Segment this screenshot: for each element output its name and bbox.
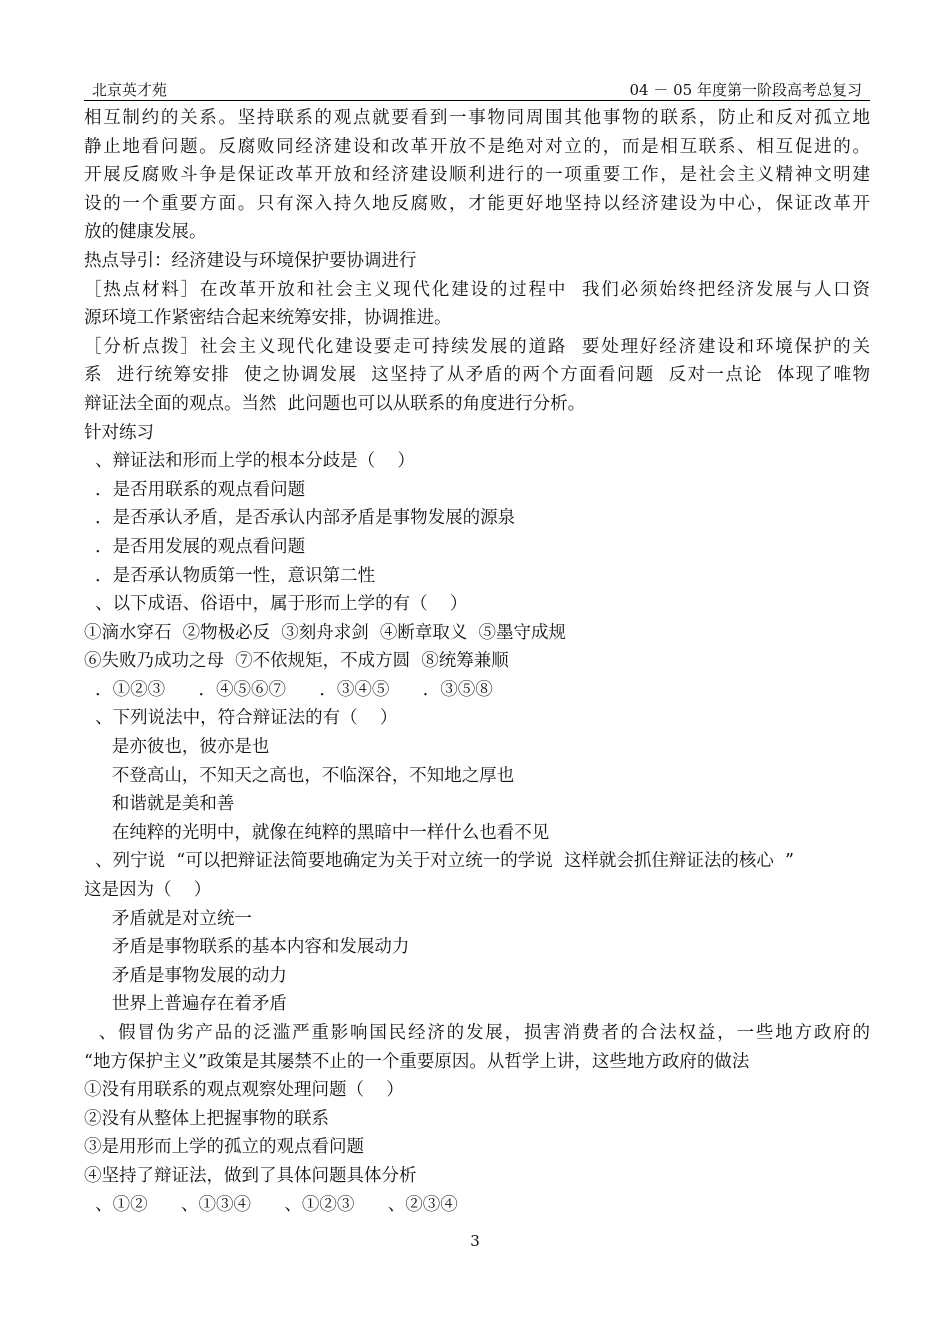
text-line: 开展反腐败斗争是保证改革开放和经济建设顺利进行的一项重要工作，是社会主义精神文明建 — [84, 165, 870, 186]
answer-options-row: ．①②③ ．④⑤⑥⑦ ．③④⑤ ．③⑤⑧ — [84, 679, 493, 700]
answer-option: 世界上普遍存在着矛盾 — [84, 994, 287, 1015]
question-stem: 这是因为（ ） — [84, 880, 212, 901]
question-stem: 、列宁说 “可以把辩证法简要地确定为关于对立统一的学说 这样就会抓住辩证法的核心 ” — [84, 851, 794, 872]
question-material: ②没有从整体上把握事物的联系 — [84, 1108, 329, 1129]
question-stem: 、下列说法中，符合辩证法的有（ ） — [84, 708, 398, 729]
answer-option: 矛盾是事物联系的基本内容和发展动力 — [84, 937, 410, 958]
question-material: ①没有用联系的观点观察处理问题（ ） — [84, 1080, 404, 1101]
text-line: 相互制约的关系。坚持联系的观点就要看到一事物同周围其他事物的联系，防止和反对孤立地 — [84, 108, 870, 128]
question-material: ④坚持了辩证法，做到了具体问题具体分析 — [84, 1165, 417, 1186]
document-body — [84, 104, 870, 1219]
answer-option: 在纯粹的光明中，就像在纯粹的黑暗中一样什么也看不见 — [84, 822, 550, 843]
answer-option: 不登高山，不知天之高也，不临深谷，不知地之厚也 — [84, 765, 515, 786]
text-line: 辩证法全面的观点。当然 此问题也可以从联系的角度进行分析。 — [84, 393, 586, 414]
answer-option: 矛盾就是对立统一 — [84, 908, 252, 929]
question-stem: 、假冒伪劣产品的泛滥严重影响国民经济的发展，损害消费者的合法权益，一些地方政府的 — [84, 1023, 870, 1043]
question-stem: 、以下成语、俗语中，属于形而上学的有（ ） — [84, 594, 468, 615]
question-material: ①滴水穿石 ②物极必反 ③刻舟求剑 ④断章取义 ⑤墨守成规 — [84, 622, 567, 643]
answer-options-row: 、①② 、①③④ 、①②③ 、②③④ — [84, 1194, 458, 1215]
text-line: 设的一个重要方面。只有深入持久地反腐败，才能更好地坚持以经济建设为中心，保证改革开 — [84, 193, 870, 214]
answer-option: ．是否承认矛盾，是否承认内部矛盾是事物发展的源泉 — [84, 508, 516, 529]
answer-option: 是亦彼也，彼亦是也 — [84, 737, 270, 758]
section-heading: 针对练习 — [84, 422, 154, 443]
text-line: 静止地看问题。反腐败同经济建设和改革开放不是绝对对立的，而是相互联系、相互促进的。 — [84, 136, 870, 157]
question-stem: “地方保护主义”政策是其屡禁不止的一个重要原因。从哲学上讲，这些地方政府的做法 — [84, 1051, 750, 1072]
answer-option: 矛盾是事物发展的动力 — [84, 965, 287, 986]
question-material: ⑥失败乃成功之母 ⑦不依规矩，不成方圆 ⑧统筹兼顺 — [84, 651, 509, 672]
text-line: 源环境工作紧密结合起来统筹安排，协调推进。 — [84, 308, 452, 329]
answer-option: ．是否承认物质第一性，意识第二性 — [84, 565, 376, 586]
answer-option: ．是否用发展的观点看问题 — [84, 536, 306, 557]
header-school-name: 北京英才苑 — [92, 81, 168, 99]
answer-option: ．是否用联系的观点看问题 — [84, 479, 306, 500]
header-course-title: 04 － 05 年度第一阶段高考总复习 — [629, 81, 862, 99]
text-line: 放的健康发展。 — [84, 222, 207, 243]
text-line: 系 进行统筹安排 使之协调发展 这坚持了从矛盾的两个方面看问题 反对一点论 体现了唯物 — [84, 365, 870, 386]
section-heading: 热点导引：经济建设与环境保护要协调进行 — [84, 250, 417, 271]
page-header — [84, 80, 870, 101]
answer-option: 和谐就是美和善 — [84, 794, 235, 815]
question-stem: 、辩证法和形而上学的根本分歧是（ ） — [84, 451, 415, 472]
text-line: ［分析点拨］社会主义现代化建设要走可持续发展的道路 要处理好经济建设和环境保护的关 — [84, 336, 870, 357]
question-material: ③是用形而上学的孤立的观点看问题 — [84, 1137, 364, 1158]
text-line: ［热点材料］在改革开放和社会主义现代化建设的过程中 我们必须始终把经济发展与人口资 — [84, 279, 870, 300]
page-number: 3 — [470, 1232, 480, 1250]
